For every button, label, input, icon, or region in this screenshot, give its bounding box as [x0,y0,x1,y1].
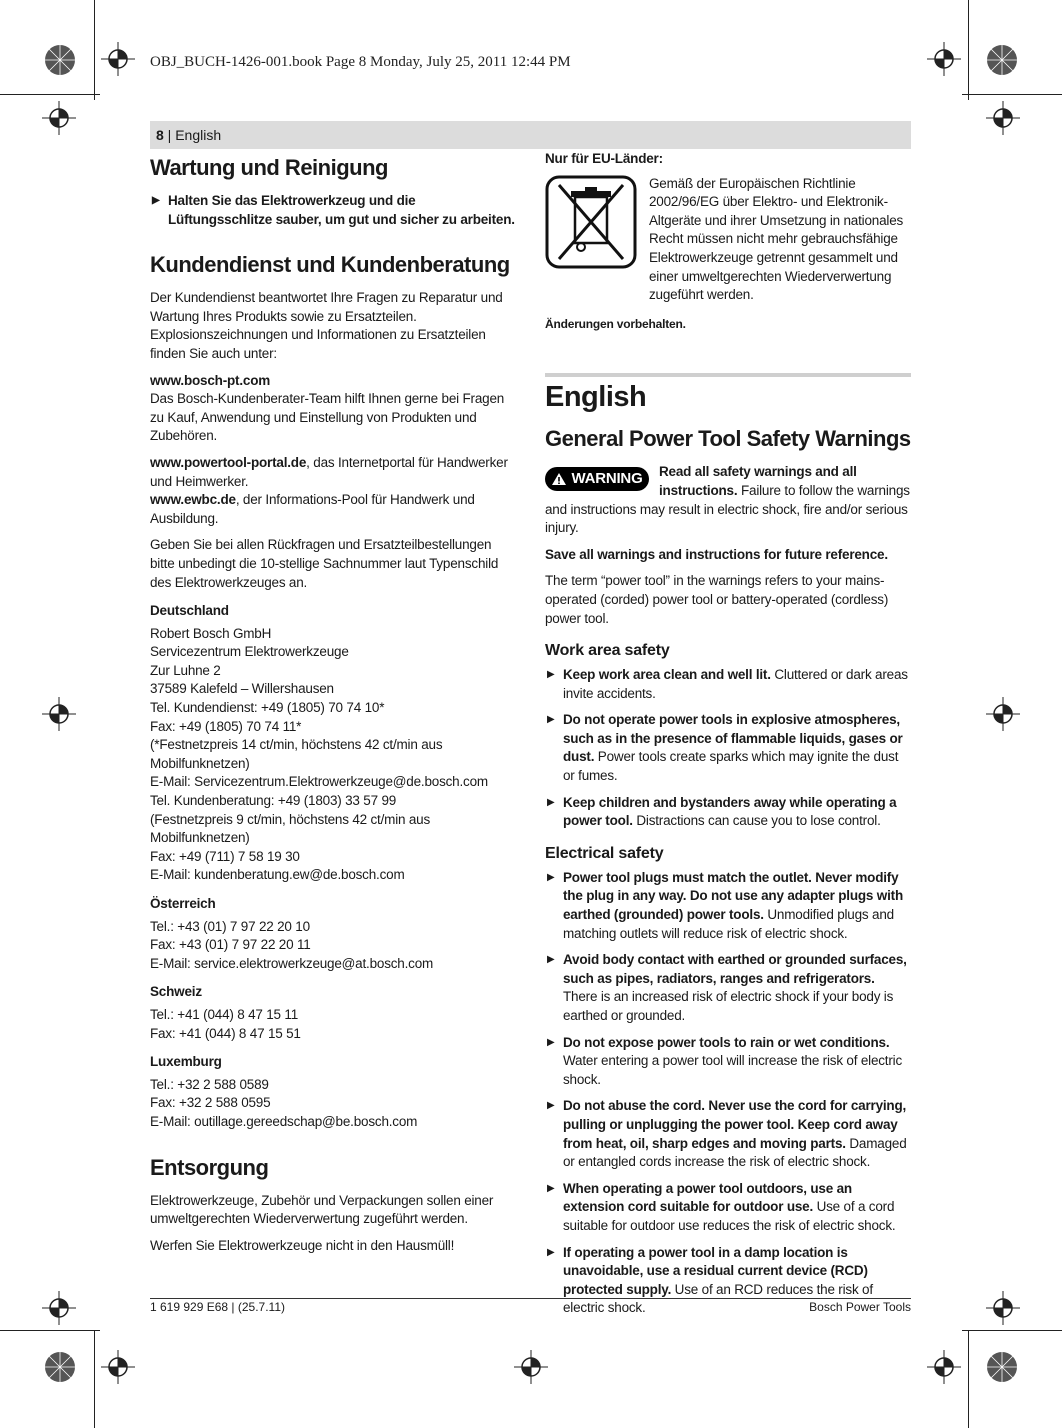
crosshair-icon [986,101,1020,135]
page-header [150,121,911,149]
item-text: There is an increased risk of electric shock if your body is earthed or grounded. [563,989,894,1023]
address-luxemburg [150,1076,518,1132]
list-item [545,1097,911,1171]
beraterteam-text: Das Bosch-Kundenberater-Team hilft Ihnen gerne bei Fragen zu Kauf, Anwendung und Einstellung von Produkten und Zubehören. [150,391,505,444]
item-bold: Do not abuse the cord. Never use the cord for carrying, pulling or unplugging the power tool. Keep cord away from heat, oil, sharp edges and moving parts. [563,1098,907,1151]
item-bold: Keep work area clean and well lit. [563,667,771,683]
label-oesterreich: Österreich [150,896,216,911]
heading-kundendienst: Kundendienst und Kundenberatung [150,252,510,278]
crosshair-icon [42,1291,76,1325]
heading-english: English [545,381,647,414]
footer-rule [150,1298,911,1299]
heading-electrical: Electrical safety [545,844,664,862]
warning-badge [545,467,649,491]
address-line: Fax: +49 (1805) 70 74 11* [150,718,302,734]
hausmuell-text: Werfen Sie Elektrowerkzeuge nicht in den Hausmüll! [150,1237,455,1253]
list-item [545,951,911,1025]
page-number: 8 [156,127,164,143]
sachnummer-text: Geben Sie bei allen Rückfragen und Ersatzteilbestellungen bitte unbedingt die 10-stellige Sachnummer laut Typenschild des Elektrowerkzeuges an. [150,537,499,590]
powertool-portal-text: , das Internetportal für Handwerker und Heimwerker. [150,454,508,489]
list-item [545,1034,911,1090]
print-slug: OBJ_BUCH-1426-001.book Page 8 Monday, July 25, 2011 12:44 PM [150,54,571,70]
item-bold: If operating a power tool in a damp location is unavoidable, use a residual current device (RCD) protected supply. [563,1244,868,1297]
address-line: Fax: +43 (01) 7 97 22 20 11 [150,937,311,953]
registration-mark-icon [985,1350,1019,1384]
address-line: E-Mail: service.elektrowerkzeuge@at.bosch.com [150,955,434,971]
address-line: (Festnetzpreis 9 ct/min, höchstens 42 ct/min aus Mobilfunknetzen) [150,811,431,846]
heading-general-warnings: General Power Tool Safety Warnings [545,426,911,452]
warning-badge-label: WARNING [571,470,643,488]
crop-mark [962,1330,1062,1331]
address-line: Servicezentrum Elektrowerkzeuge [150,644,349,660]
crosshair-icon [986,1291,1020,1325]
address-line: Tel. Kundendienst: +49 (1805) 70 74 10* [150,700,385,716]
save-instructions: Save all warnings and instructions for future reference. [545,546,888,562]
address-schweiz [150,1006,518,1043]
item-text: Use of a cord suitable for outdoor use reduces the risk of electric shock. [563,1199,896,1233]
address-line: Fax: +32 2 588 0595 [150,1095,271,1111]
warning-paragraph [545,463,911,537]
list-item [545,794,911,831]
crosshair-icon [927,1350,961,1384]
address-line: E-Mail: kundenberatung.ew@de.bosch.com [150,867,405,883]
item-text: Power tools create sparks which may ignite the dust or fumes. [563,749,899,784]
address-line: Tel.: +43 (01) 7 97 22 20 10 [150,918,310,934]
crosshair-icon [927,42,961,76]
address-oesterreich [150,918,518,974]
item-bold: Avoid body contact with earthed or grounded surfaces, such as pipes, radiators, ranges and refrigerators. [563,952,907,986]
address-line: Tel. Kundenberatung: +49 (1803) 33 57 99 [150,793,397,809]
list-item [545,869,911,943]
crop-mark [0,1330,100,1331]
address-line: Tel.: +32 2 588 0589 [150,1076,269,1092]
crop-mark [962,94,1062,95]
kundendienst-intro: Der Kundendienst beantwortet Ihre Fragen zu Reparatur und Wartung Ihres Produkts sowie zu Ersatzteilen. Explosionszeichnungen und Informationen zu Ersatzteilen finden Sie auch unter: [150,290,503,361]
eu-label: Nur für EU-Länder: [545,151,663,166]
address-line: Fax: +49 (711) 7 58 19 30 [150,848,300,864]
list-item [545,666,911,703]
list-item [545,1180,911,1236]
power-tool-term: The term “power tool” in the warnings refers to your mains-operated (corded) power tool or battery-operated (cordless) power tool. [545,573,889,626]
address-line: Zur Luhne 2 [150,662,221,678]
heading-entsorgung: Entsorgung [150,1154,269,1180]
warning-triangle-icon [551,472,567,486]
item-text: Water entering a power tool will increase the risk of electric shock. [563,1053,902,1087]
crop-mark [94,1330,95,1428]
crop-mark [0,94,100,95]
ewbc-text: , der Informations-Pool für Handwerk und Ausbildung. [150,492,475,526]
registration-mark-icon [43,1350,77,1384]
footer-brand: Bosch Power Tools [809,1300,911,1314]
crosshair-icon [514,1350,548,1384]
crosshair-icon [101,42,135,76]
item-text: Unmodified plugs and matching outlets will reduce risk of electric shock. [563,907,894,941]
label-deutschland: Deutschland [150,603,229,619]
crosshair-icon [42,101,76,135]
weee-block [545,175,911,305]
item-bold: Power tool plugs must match the outlet. Never modify the plug in any way. Do not use any adapter plugs with earthed (grounded) power tools. [563,869,903,923]
address-line: Tel.: +41 (044) 8 47 15 11 [150,1006,299,1022]
crosshair-icon [42,697,76,731]
link-powertool-portal[interactable]: www.powertool-portal.de [150,454,307,470]
item-text: Use of an RCD reduces the risk of electric shock. [563,1281,873,1316]
weee-bin-icon [545,175,637,269]
right-column [545,150,911,1326]
item-text: Distractions can cause you to lose control. [632,813,881,829]
link-bosch-pt[interactable]: www.bosch-pt.com [150,372,271,388]
item-bold: Do not operate power tools in explosive atmospheres, such as in the presence of flammable liquids, gases or dust. [563,712,903,765]
label-schweiz: Schweiz [150,984,202,1000]
aenderungen-note: Änderungen vorbehalten. [545,316,686,331]
heading-wartung: Wartung und Reinigung [150,155,388,180]
address-line: E-Mail: Servicezentrum.Elektrowerkzeuge@de.bosch.com [150,774,488,790]
crosshair-icon [101,1350,135,1384]
crop-mark [94,0,95,100]
address-line: Robert Bosch GmbH [150,625,272,641]
entsorgung-text: Elektrowerkzeuge, Zubehör und Verpackungen sollen einer umweltgerechten Wiederverwertung zugeführt werden. [150,1192,494,1227]
item-bold: Do not expose power tools to rain or wet conditions. [563,1034,890,1050]
item-text: Damaged or entangled cords increase the risk of electric shock. [563,1135,907,1170]
registration-mark-icon [985,43,1019,77]
warning-bold: Read all safety warnings and all instructions. [659,464,857,498]
address-line: Fax: +41 (044) 8 47 15 51 [150,1025,301,1041]
label-luxemburg: Luxemburg [150,1054,222,1070]
warning-text: Failure to follow the warnings and instructions may result in electric shock, fire and/or serious injury. [545,482,910,536]
wartung-bullet: ▶ Halten Sie das Elektrowerkzeug und die Lüftungsschlitze sauber, um gut und sicher zu arbeiten. [150,192,518,229]
address-line: E-Mail: outillage.gereedschap@be.bosch.com [150,1113,418,1129]
crop-mark [968,1330,969,1428]
header-section: English [175,127,222,143]
heading-work-area: Work area safety [545,642,670,660]
item-bold: When operating a power tool outdoors, use an extension cord suitable for outdoor use. [563,1180,852,1215]
section-divider [545,373,911,415]
footer-doc-number: 1 619 929 E68 | (25.7.11) [150,1300,285,1314]
link-ewbc[interactable]: www.ewbc.de [150,492,236,508]
header-separator: | [163,127,176,143]
address-line: 37589 Kalefeld – Willershausen [150,681,334,697]
registration-mark-icon [43,43,77,77]
eu-directive-text: Gemäß der Europäischen Richtlinie 2002/96/EG über Elektro- und Elektronik-Altgeräte und ihrer Umsetzung in nationales Recht müssen nicht mehr gebrauchsfähige Elektrowerkzeuge getrennt gesammelt und einer umweltgerechten Wiederverwertung zugeführt werden. [649,175,904,303]
left-column [150,150,518,1263]
list-item [545,711,911,785]
address-line: (*Festnetzpreis 14 ct/min, höchstens 42 ct/min aus Mobilfunknetzen) [150,737,443,771]
crosshair-icon [986,697,1020,731]
address-deutschland [150,625,518,885]
item-text: Cluttered or dark areas invite accidents. [563,667,908,701]
crop-mark [968,0,969,100]
item-bold: Keep children and bystanders away while operating a power tool. [563,794,897,829]
